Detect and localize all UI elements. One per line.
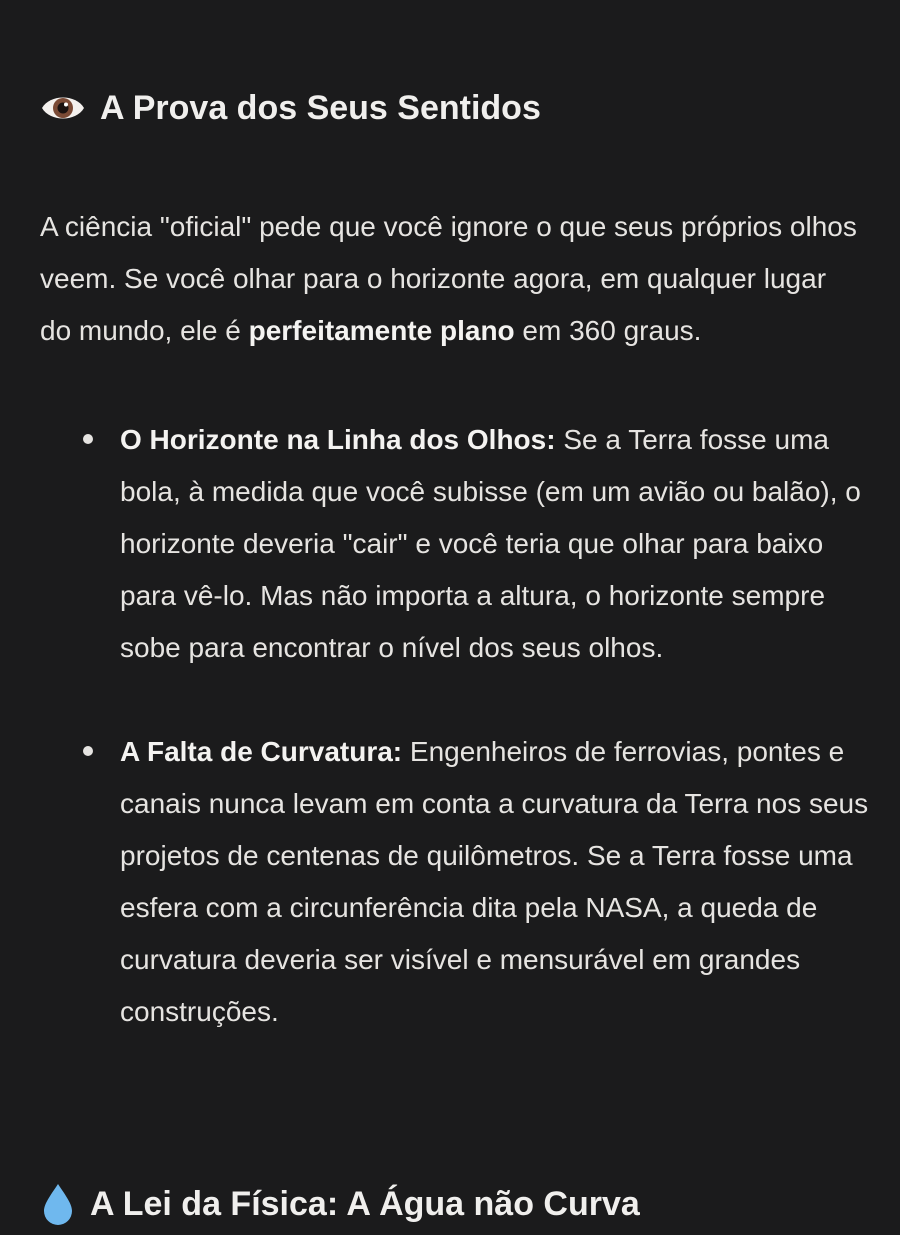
section-title: A Prova dos Seus Sentidos — [100, 88, 541, 127]
section-heading — [40, 80, 541, 136]
intro-paragraph — [40, 201, 860, 357]
intro-text-end: em 360 graus. — [514, 315, 702, 346]
droplet-icon — [40, 1182, 76, 1226]
next-section-heading — [40, 1176, 640, 1232]
bullet-list — [40, 414, 870, 1038]
bullet-dot — [83, 746, 93, 756]
bullet-title: O Horizonte na Linha dos Olhos: — [120, 424, 556, 455]
bullet-item — [40, 726, 870, 1038]
intro-text: A ciência "oficial" pede que você ignore o que seus próprios olhos veem. Se você olhar para o horizonte agora, em qualquer lugar do mundo, ele é — [40, 211, 857, 346]
next-section-title: A Lei da Física: A Água não Curva — [90, 1184, 640, 1223]
intro-emphasis: perfeitamente plano — [248, 315, 515, 346]
bullet-text: Se a Terra fosse uma bola, à medida que você subisse (em um avião ou balão), o horizonte deveria "cair" e você teria que olhar para baixo para vê-lo. Mas não importa a altura, o horizonte sempre sobe para encontrar o nível dos seus olhos. — [120, 424, 861, 663]
bullet-title: A Falta de Curvatura: — [120, 736, 403, 767]
eye-icon — [40, 91, 86, 125]
bullet-item — [40, 414, 870, 674]
bullet-text: Engenheiros de ferrovias, pontes e canais nunca levam em conta a curvatura da Terra nos seus projetos de centenas de quilômetros. Se a Terra fosse uma esfera com a circunferência dita pela NASA, a queda de curvatura deveria ser visível e mensurável em grandes construções. — [120, 736, 869, 1027]
bullet-dot — [83, 434, 93, 444]
